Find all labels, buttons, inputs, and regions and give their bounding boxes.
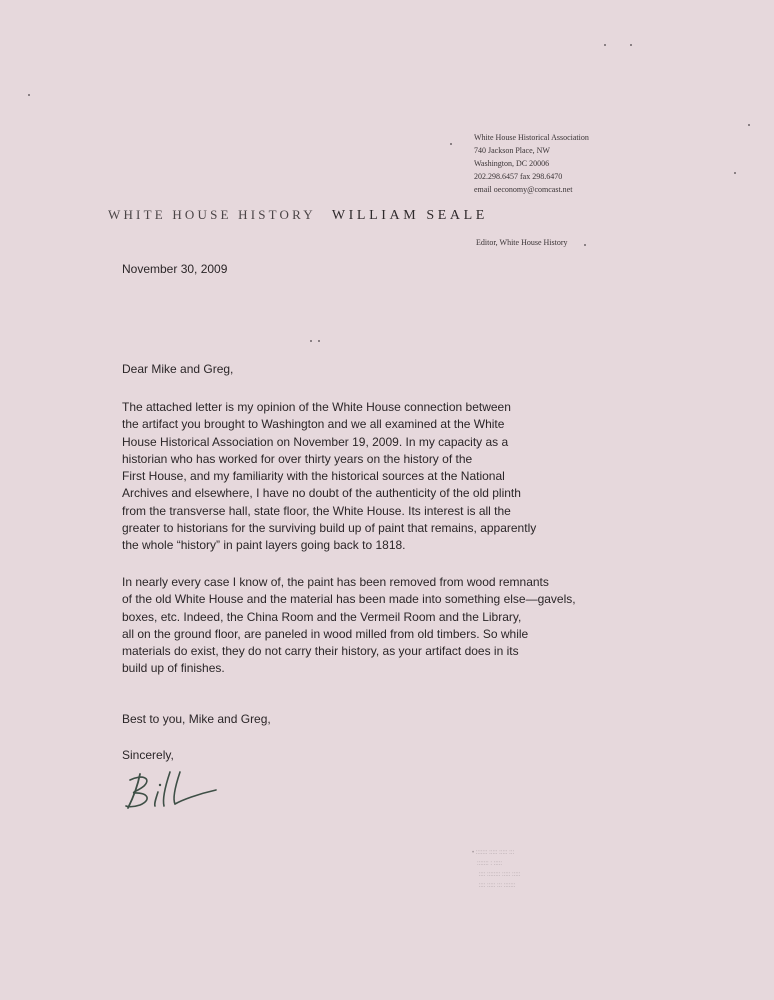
paragraph-line: The attached letter is my opinion of the White House connection between <box>122 400 511 414</box>
paragraph-line: greater to historians for the surviving build up of paint that remains, apparently <box>122 521 537 536</box>
speck <box>318 340 320 342</box>
address-line: 740 Jackson Place, NW <box>474 146 550 155</box>
paragraph-line: from the transverse hall, state floor, the White House. Its interest is all the <box>122 503 511 518</box>
masthead-publication: WHITE HOUSE HISTORY <box>108 207 316 222</box>
masthead-author: WILLIAM SEALE <box>331 208 488 223</box>
paragraph-line: the whole “history” in paint layers going back to 1818. <box>122 538 406 553</box>
speck <box>450 143 452 145</box>
address-line: White House Historical Association <box>474 133 589 142</box>
speck <box>584 244 586 246</box>
closing: Best to you, Mike and Greg, <box>122 712 271 726</box>
paragraph-line: build up of finishes. <box>122 661 225 676</box>
faded-stamp-text: • ::::::: ::::: ::::: ::: ::::::: : ::::: :::: :::::::: ::::: ::::: :::: ::::: ::: ::::::: <box>472 850 521 889</box>
paragraph-line: the artifact you brought to Washington and we all examined at the White <box>122 417 505 432</box>
paragraph-line: boxes, etc. Indeed, the China Room and the Vermeil Room and the Library, <box>122 609 522 624</box>
speck <box>604 44 606 46</box>
letter-date: November 30, 2009 <box>122 262 228 276</box>
body-paragraph-1 <box>122 399 536 555</box>
paragraph-line: House Historical Association on November 19, 2009. In my capacity as a <box>122 434 509 449</box>
address-line: Washington, DC 20006 <box>474 159 550 168</box>
sign-off: Sincerely, <box>122 748 174 762</box>
paragraph-line: historian who has worked for over thirty years on the history of the <box>122 451 473 466</box>
handwritten-signature <box>118 766 228 814</box>
speck <box>734 172 736 174</box>
speck <box>748 124 750 126</box>
masthead <box>108 207 488 224</box>
address-line: 202.298.6457 fax 298.6470 <box>474 172 563 181</box>
paragraph-line: all on the ground floor, are paneled in wood milled from old timbers. So while <box>122 626 529 641</box>
salutation: Dear Mike and Greg, <box>122 362 234 376</box>
speck <box>28 94 30 96</box>
body-paragraph-2 <box>122 574 576 678</box>
speck <box>310 340 312 342</box>
letterhead-address-block <box>474 131 589 196</box>
editor-line: Editor, White House History <box>476 238 568 247</box>
paragraph-line: materials do exist, they do not carry their history, as your artifact does in its <box>122 644 519 659</box>
paragraph-line: First House, and my familiarity with the historical sources at the National <box>122 469 505 484</box>
paragraph-line: of the old White House and the material has been made into something else—gavels, <box>122 592 576 607</box>
paragraph-line: Archives and elsewhere, I have no doubt of the authenticity of the old plinth <box>122 486 521 501</box>
paragraph-line: In nearly every case I know of, the paint has been removed from wood remnants <box>122 575 549 589</box>
speck <box>630 44 632 46</box>
address-line: email oeconomy@comcast.net <box>474 185 573 194</box>
